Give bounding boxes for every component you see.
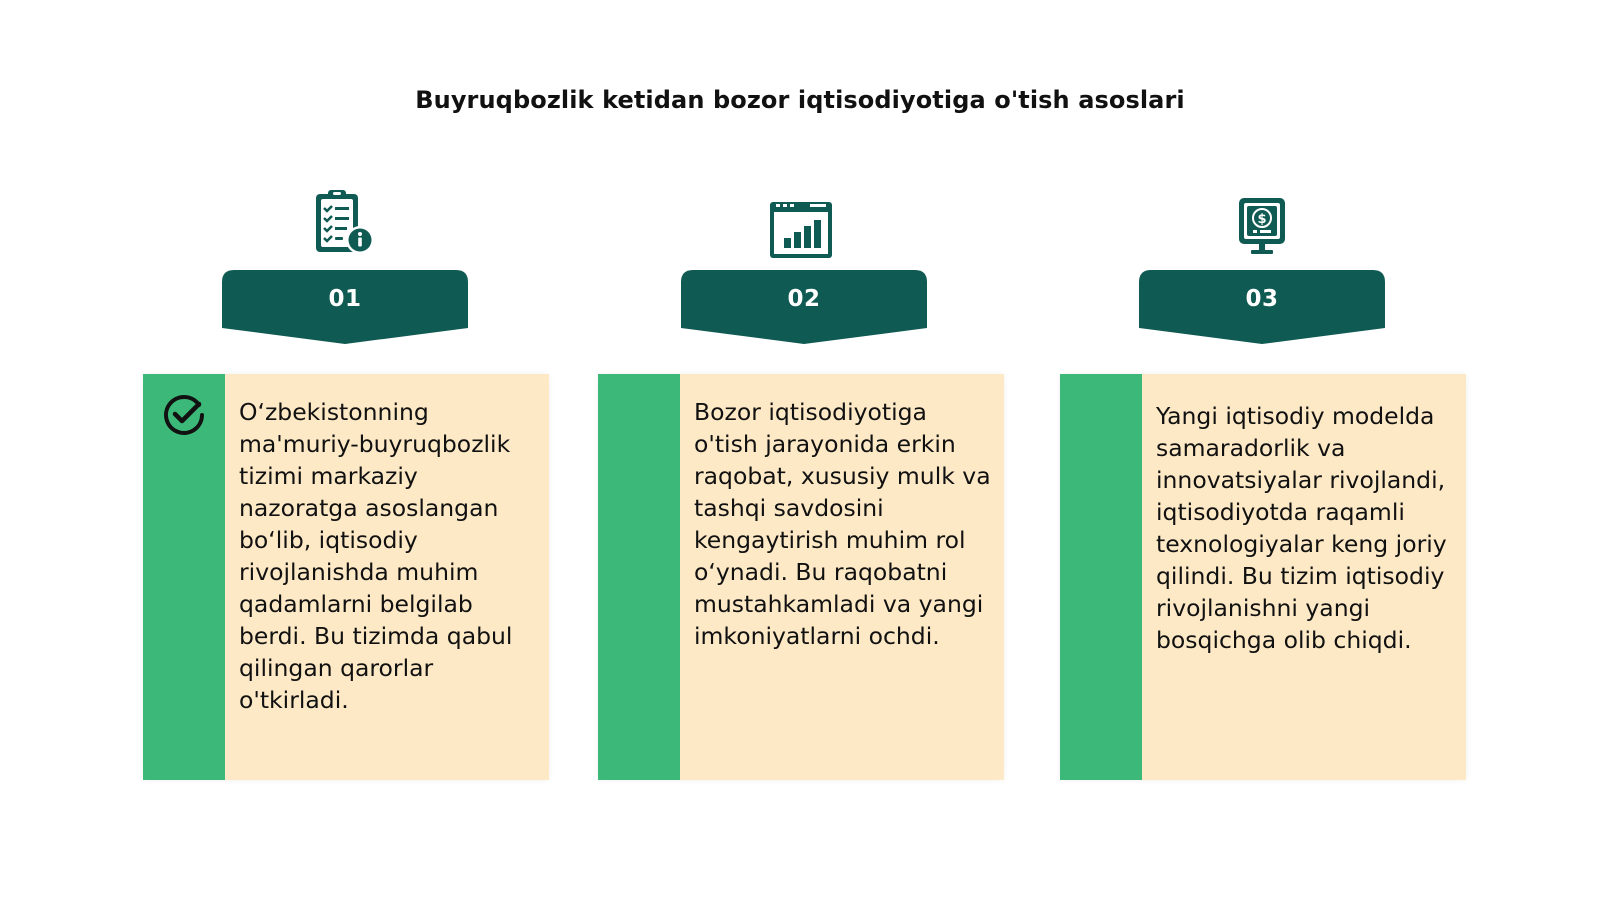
- card-body: [680, 374, 1004, 780]
- column-2: [598, 0, 1008, 900]
- card-body: [225, 374, 549, 780]
- step-number: 03: [1245, 286, 1279, 312]
- step-banner-02: [681, 270, 927, 346]
- step-number: 02: [787, 286, 821, 312]
- card-accent-stripe: [1060, 374, 1142, 780]
- check-circle-icon: [161, 392, 207, 438]
- content-card-3: [1060, 374, 1466, 780]
- step-banner-01: [222, 270, 468, 346]
- card-accent-stripe: [598, 374, 680, 780]
- content-card-1: [143, 374, 549, 780]
- card-accent-stripe: [143, 374, 225, 780]
- card-text: Bozor iqtisodiyotiga o'tish jarayonida erkin raqobat, xususiy mulk va tashqi savdosini kengaytirish muhim rol o‘ynadi. Bu raqobatni mustahkamladi va yangi imkoniyatlarni ochdi.: [694, 398, 991, 650]
- clipboard-checklist-info-icon: [308, 188, 378, 258]
- column-1: [143, 0, 553, 900]
- step-banner-03: [1139, 270, 1385, 346]
- step-number: 01: [328, 286, 362, 312]
- page-title: Buyruqbozlik ketidan bozor iqtisodiyotiga o'tish asoslari: [415, 86, 1185, 114]
- column-3: [1060, 0, 1470, 900]
- card-body: [1142, 374, 1466, 780]
- svg-text:$: $: [1257, 212, 1267, 227]
- card-text: O‘zbekistonning ma'muriy-buyruqbozlik tizimi markaziy nazoratga asoslangan bo‘lib, iqtisodiy rivojlanishda muhim qadamlarni belgilab berdi. Bu tizimda qabul qilingan qarorlar o'tkirladi.: [239, 398, 513, 714]
- content-card-2: [598, 374, 1004, 780]
- bar-chart-window-icon: [766, 196, 836, 266]
- dollar-monitor-icon: [1227, 192, 1297, 262]
- card-text: Yangi iqtisodiy modelda samaradorlik va innovatsiyalar rivojlandi, iqtisodiyotda raqamli texnologiyalar keng joriy qilindi. Bu tizim iqtisodiy rivojlanishni yangi bosqichga olib chiqdi.: [1156, 402, 1447, 654]
